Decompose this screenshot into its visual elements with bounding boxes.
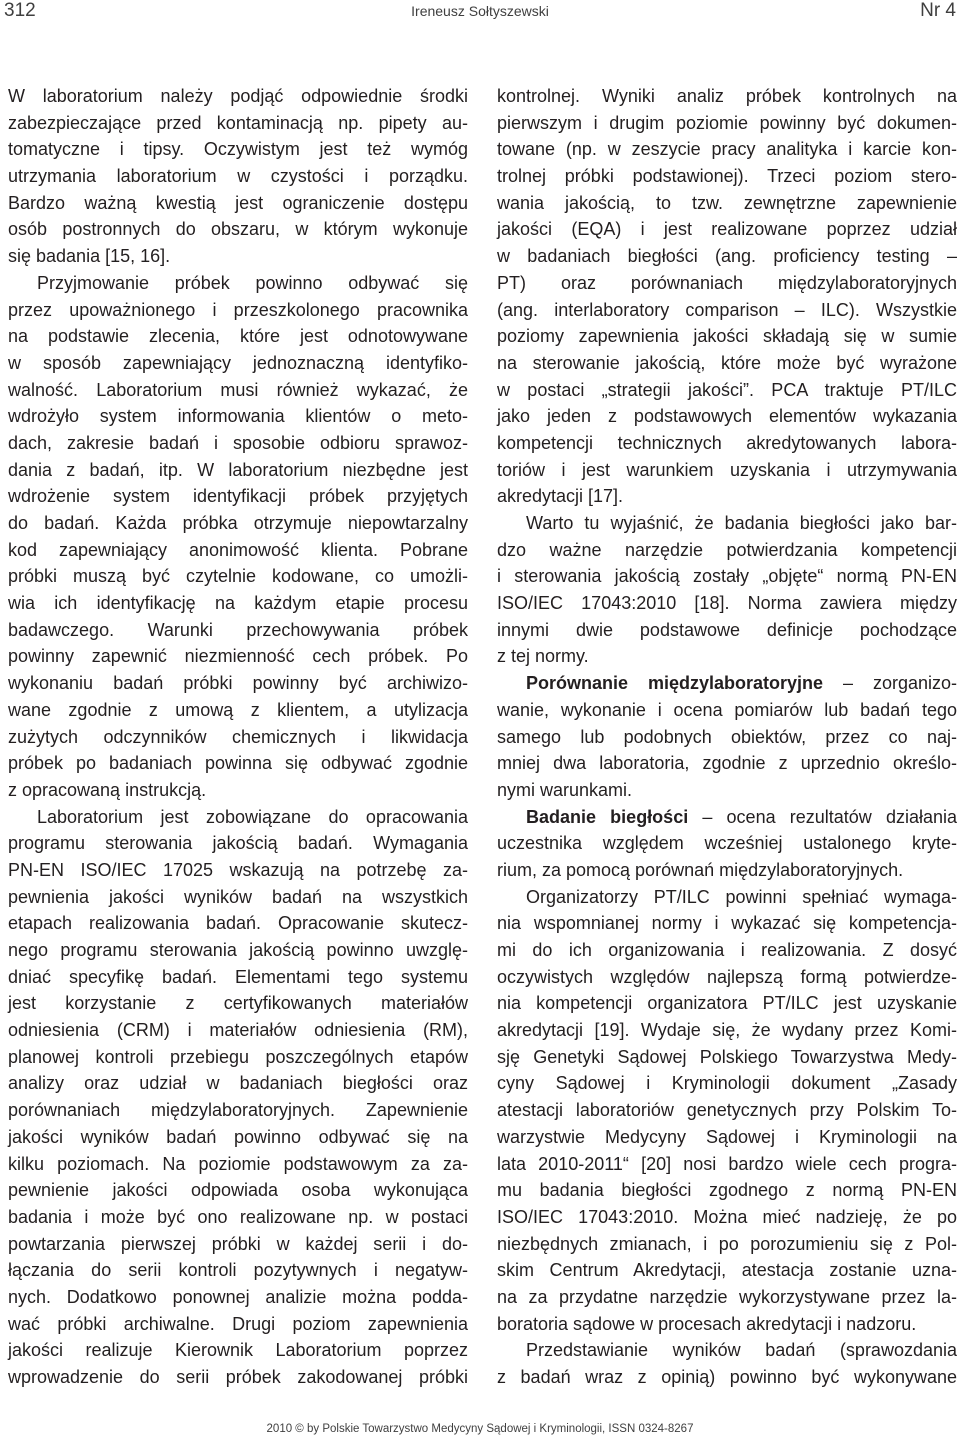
text-line: analizy oraz udział w badaniach biegłości oraz xyxy=(8,1073,468,1094)
text-line: nia kompetencji organizatora PT/ILC jest uzyskanie xyxy=(497,993,957,1014)
text-line: na za przydatne narzędzie wykorzystywane przez la- xyxy=(497,1286,957,1307)
text-line: rium, za pomocą porównań międzylaboratoryjnych. xyxy=(497,859,904,880)
running-header-author: Ireneusz Sołtyszewski xyxy=(411,3,549,19)
text-line: mniej dwa laboratoria, zgodnie z uprzednio określo- xyxy=(497,753,957,774)
running-header xyxy=(0,0,960,24)
text-line: kompetencji technicznych akredytowanych labora- xyxy=(497,432,957,453)
paragraph xyxy=(497,1337,957,1390)
text-line: przez upoważnionego i przeszkolonego pracownika xyxy=(8,299,468,320)
paragraph xyxy=(497,670,957,803)
definition-text: – ocena rezultatów działania xyxy=(688,806,958,827)
text-line: warzystwie Medycyny Sądowej i Kryminologii na xyxy=(497,1126,957,1147)
text-line: pewnienia jakości wyników badań na wszystkich xyxy=(8,886,468,907)
text-line: akredytacji [17]. xyxy=(497,486,624,507)
text-line: wać próbki archiwalne. Drugi poziom zapewnienia xyxy=(8,1313,468,1334)
defined-term: Badanie biegłości xyxy=(526,806,689,827)
text-line: niezbędnych zmianach, i po porozumieniu się z Pol- xyxy=(497,1233,957,1254)
paragraph xyxy=(8,83,468,270)
paragraph xyxy=(8,804,468,1391)
text-line: badania i może być ono realizowane np. w postaci xyxy=(8,1206,468,1227)
text-line: lata 2010-2011“ [20] nosi bardzo wiele cech progra- xyxy=(497,1153,957,1174)
text-line: trolnej próbki podstawionej). Trzeci poziom stero- xyxy=(497,166,957,187)
text-line: jakości (EQA) i jest realizowane poprzez udział xyxy=(497,219,957,240)
text-line: sję Genetyki Sądowej Polskiego Towarzystwa Medy- xyxy=(497,1046,957,1067)
text-line: Laboratorium jest zobowiązane do opracowania xyxy=(37,806,468,827)
text-line: wanie, wykonanie i ocena pomiarów lub badań tego xyxy=(497,699,957,720)
text-line: dach, zakresie badań i sposobie odbioru sprawoz- xyxy=(8,432,468,453)
text-line: planowej kontroli przebiegu poszczególnych etapów xyxy=(8,1046,468,1067)
text-line: mi do ich organizowania i realizowania. Z dosyć xyxy=(497,940,957,960)
text-line xyxy=(497,804,957,831)
text-line: w badaniach biegłości (ang. proficiency testing – xyxy=(497,246,957,267)
text-line: towane (np. w zeszycie pracy analityka i karcie kon- xyxy=(497,139,957,160)
text-line: (ang. interlaboratory comparison – ILC). Wszystkie xyxy=(497,299,957,320)
text-line: cyny Sądowej i Kryminologii dokument „Zasady xyxy=(497,1073,957,1094)
text-line: dniać specyfikę badań. Elementami tego systemu xyxy=(8,966,468,987)
text-line: jest korzystanie z certyfikowanych materiałów xyxy=(8,993,468,1014)
text-line: PT) oraz porównaniach międzylaboratoryjnych xyxy=(497,272,957,293)
paragraph xyxy=(497,510,957,670)
text-line: W laboratorium należy podjąć odpowiednie środki xyxy=(8,86,468,106)
text-line: wia ich identyfikację na każdym etapie procesu xyxy=(8,593,468,614)
text-line: wania jakością, to tzw. zewnętrzne zapewnienie xyxy=(497,192,957,213)
text-line: poziomy zapewnienia jakości składają się w sumie xyxy=(497,326,957,347)
defined-term: Porównanie międzylaboratoryjne xyxy=(526,673,824,694)
text-line: boratoria sądowe w procesach akredytacji i nadzoru. xyxy=(497,1313,917,1334)
text-line: wprowadzenie do serii próbek zakodowanej próbki xyxy=(8,1367,468,1387)
text-line: z opracowaną instrukcją. xyxy=(8,779,207,800)
left-column xyxy=(8,83,468,1391)
text-line: z tej normy. xyxy=(497,646,589,667)
text-line: łączania do serii kontroli pozytywnych i negatyw- xyxy=(8,1260,468,1281)
text-line: wykonaniu badań próbki powinny być archiwizo- xyxy=(8,673,468,694)
copyright-footer: 2010 © by Polskie Towarzystwo Medycyny Sądowej i Kryminologii, ISSN 0324-8267 xyxy=(266,1423,694,1435)
text-line: wdrożenie system identyfikacji próbek przyjętych xyxy=(8,486,468,507)
text-line: tomatyczne i tipsy. Oczywistym jest też wymóg xyxy=(8,139,468,160)
text-line: w sposób zapewniający jednoznaczną identyfiko- xyxy=(8,352,468,373)
text-line: akredytacji [19]. Wydaje się, że wydany przez Komi- xyxy=(497,1020,957,1041)
text-line: powtarzania pierwszej próbki w każdej serii i do- xyxy=(8,1233,468,1254)
text-line: porównaniach międzylaboratoryjnych. Zapewnienie xyxy=(8,1100,468,1121)
text-line: na sterowanie jakością, które może być wyrażone xyxy=(497,352,957,373)
text-line: próbek po badaniach powinna się odbywać zgodnie xyxy=(8,753,468,774)
text-line: pewnienie jakości odpowiada osoba wykonująca xyxy=(8,1180,468,1201)
text-line: próbki muszą być czytelnie kodowane, co umożli- xyxy=(8,566,468,587)
text-line: zużytych odczynników chemicznych i likwidacja xyxy=(8,726,468,747)
issue-number: Nr 4 xyxy=(920,0,956,21)
text-line: Przyjmowanie próbek powinno odbywać się xyxy=(37,272,468,293)
text-line: jakości wyników badań powinno odbywać się na xyxy=(8,1126,468,1147)
text-line: PN-EN ISO/IEC 17025 wskazują na potrzebę za- xyxy=(8,859,468,880)
text-line: dania z badań, itp. W laboratorium niezbędne jest xyxy=(8,459,468,480)
text-line: w postaci „strategii jakości”. PCA traktuje PT/ILC xyxy=(497,379,957,400)
text-line: zabezpieczające przed kontaminacją np. pipety au- xyxy=(8,112,468,133)
text-line: uczestnika względem wcześniej ustalonego kryte- xyxy=(497,833,957,854)
text-line: osób postronnych do obszaru, w którym wykonuje xyxy=(8,219,468,240)
text-line: programu sterowania jakością badań. Wymagania xyxy=(8,833,468,854)
text-line: oczywistych względów najlepszą formą potwierdze- xyxy=(497,966,957,987)
text-line: mu badania biegłości zgodnego z normą PN-EN xyxy=(497,1180,957,1201)
text-line: nych. Dodatkowo ponownej analizie można podda- xyxy=(8,1286,468,1307)
text-line: kontrolnej. Wyniki analiz próbek kontrolnych na xyxy=(497,86,957,106)
text-line: Warto tu wyjaśnić, że badania biegłości jako bar- xyxy=(526,513,957,533)
right-column xyxy=(497,83,957,1391)
text-line: do badań. Każda próbka otrzymuje niepowtarzalny xyxy=(8,513,468,533)
text-line: toriów i jest warunkiem uzyskania i utrzymywania xyxy=(497,459,957,480)
text-line: skim Centrum Akredytacji, atestacja zostanie uzna- xyxy=(497,1260,957,1281)
text-line: etapach realizowania badań. Opracowanie skutecz- xyxy=(8,913,468,934)
page-number: 312 xyxy=(4,0,36,21)
text-line: nego programu sterowania jakością powinno uwzglę- xyxy=(8,940,468,960)
text-line: się badania [15, 16]. xyxy=(8,246,171,267)
text-line: ISO/IEC 17043:2010. Można mieć nadzieję, że po xyxy=(497,1206,957,1227)
paragraph xyxy=(497,884,957,1338)
text-line: ISO/IEC 17043:2010 [18]. Norma zawiera między xyxy=(497,593,957,614)
paragraph xyxy=(8,270,468,804)
text-line: utrzymania laboratorium w czystości i porządku. xyxy=(8,166,468,187)
text-line: nymi warunkami. xyxy=(497,779,633,800)
text-line: badawczego. Warunki przechowywania próbek xyxy=(8,619,468,640)
text-line: kilku poziomach. Na poziomie podstawowym za za- xyxy=(8,1153,468,1174)
text-line: jakości realizuje Kierownik Laboratorium poprzez xyxy=(8,1340,468,1361)
text-line xyxy=(497,670,957,697)
text-line: pierwszym i drugim poziomie powinny być dokumen- xyxy=(497,112,957,133)
text-line: jako jeden z podstawowych elementów wykazania xyxy=(497,406,957,427)
text-line: z badań wraz z opinią) powinno być wykonywane xyxy=(497,1367,957,1387)
definition-text: – zorganizo- xyxy=(823,673,957,694)
text-line: samego lub podobnych obiektów, przez co naj- xyxy=(497,726,957,747)
text-line: na podstawie zlecenia, które jest odnotowywane xyxy=(8,326,468,347)
text-line: walność. Laboratorium musi również wykazać, że xyxy=(8,379,468,400)
text-line: wdrożyło system informowania klientów o meto- xyxy=(8,406,468,427)
text-line: Organizatorzy PT/ILC powinni spełniać wymaga- xyxy=(526,886,957,907)
text-line: i sterowania jakością zostały „objęte“ normą PN-EN xyxy=(497,566,957,587)
text-line: kod zapewniający anonimowość klienta. Pobrane xyxy=(8,539,468,560)
text-line: dzo ważne narzędzie potwierdzania kompetencji xyxy=(497,539,957,560)
text-line: powinny zapewnić niezmienność cech próbek. Po xyxy=(8,646,468,667)
text-line: atestacji laboratoriów genetycznych przy Polskim To- xyxy=(497,1100,957,1121)
text-line: odniesienia (CRM) i materiałów odniesienia (RM), xyxy=(8,1020,468,1041)
text-line: nia wspomnianej normy i wykazać się kompetencja- xyxy=(497,913,957,934)
text-line: Przedstawianie wyników badań (sprawozdania xyxy=(526,1340,957,1361)
text-line: innymi dwie podstawowe definicje pochodzące xyxy=(497,619,957,640)
text-line: Bardzo ważną kwestią jest ograniczenie dostępu xyxy=(8,192,468,213)
text-line: wane zgodnie z umową z klientem, a utylizacja xyxy=(8,699,468,720)
paragraph xyxy=(497,804,957,884)
paragraph xyxy=(497,83,957,510)
